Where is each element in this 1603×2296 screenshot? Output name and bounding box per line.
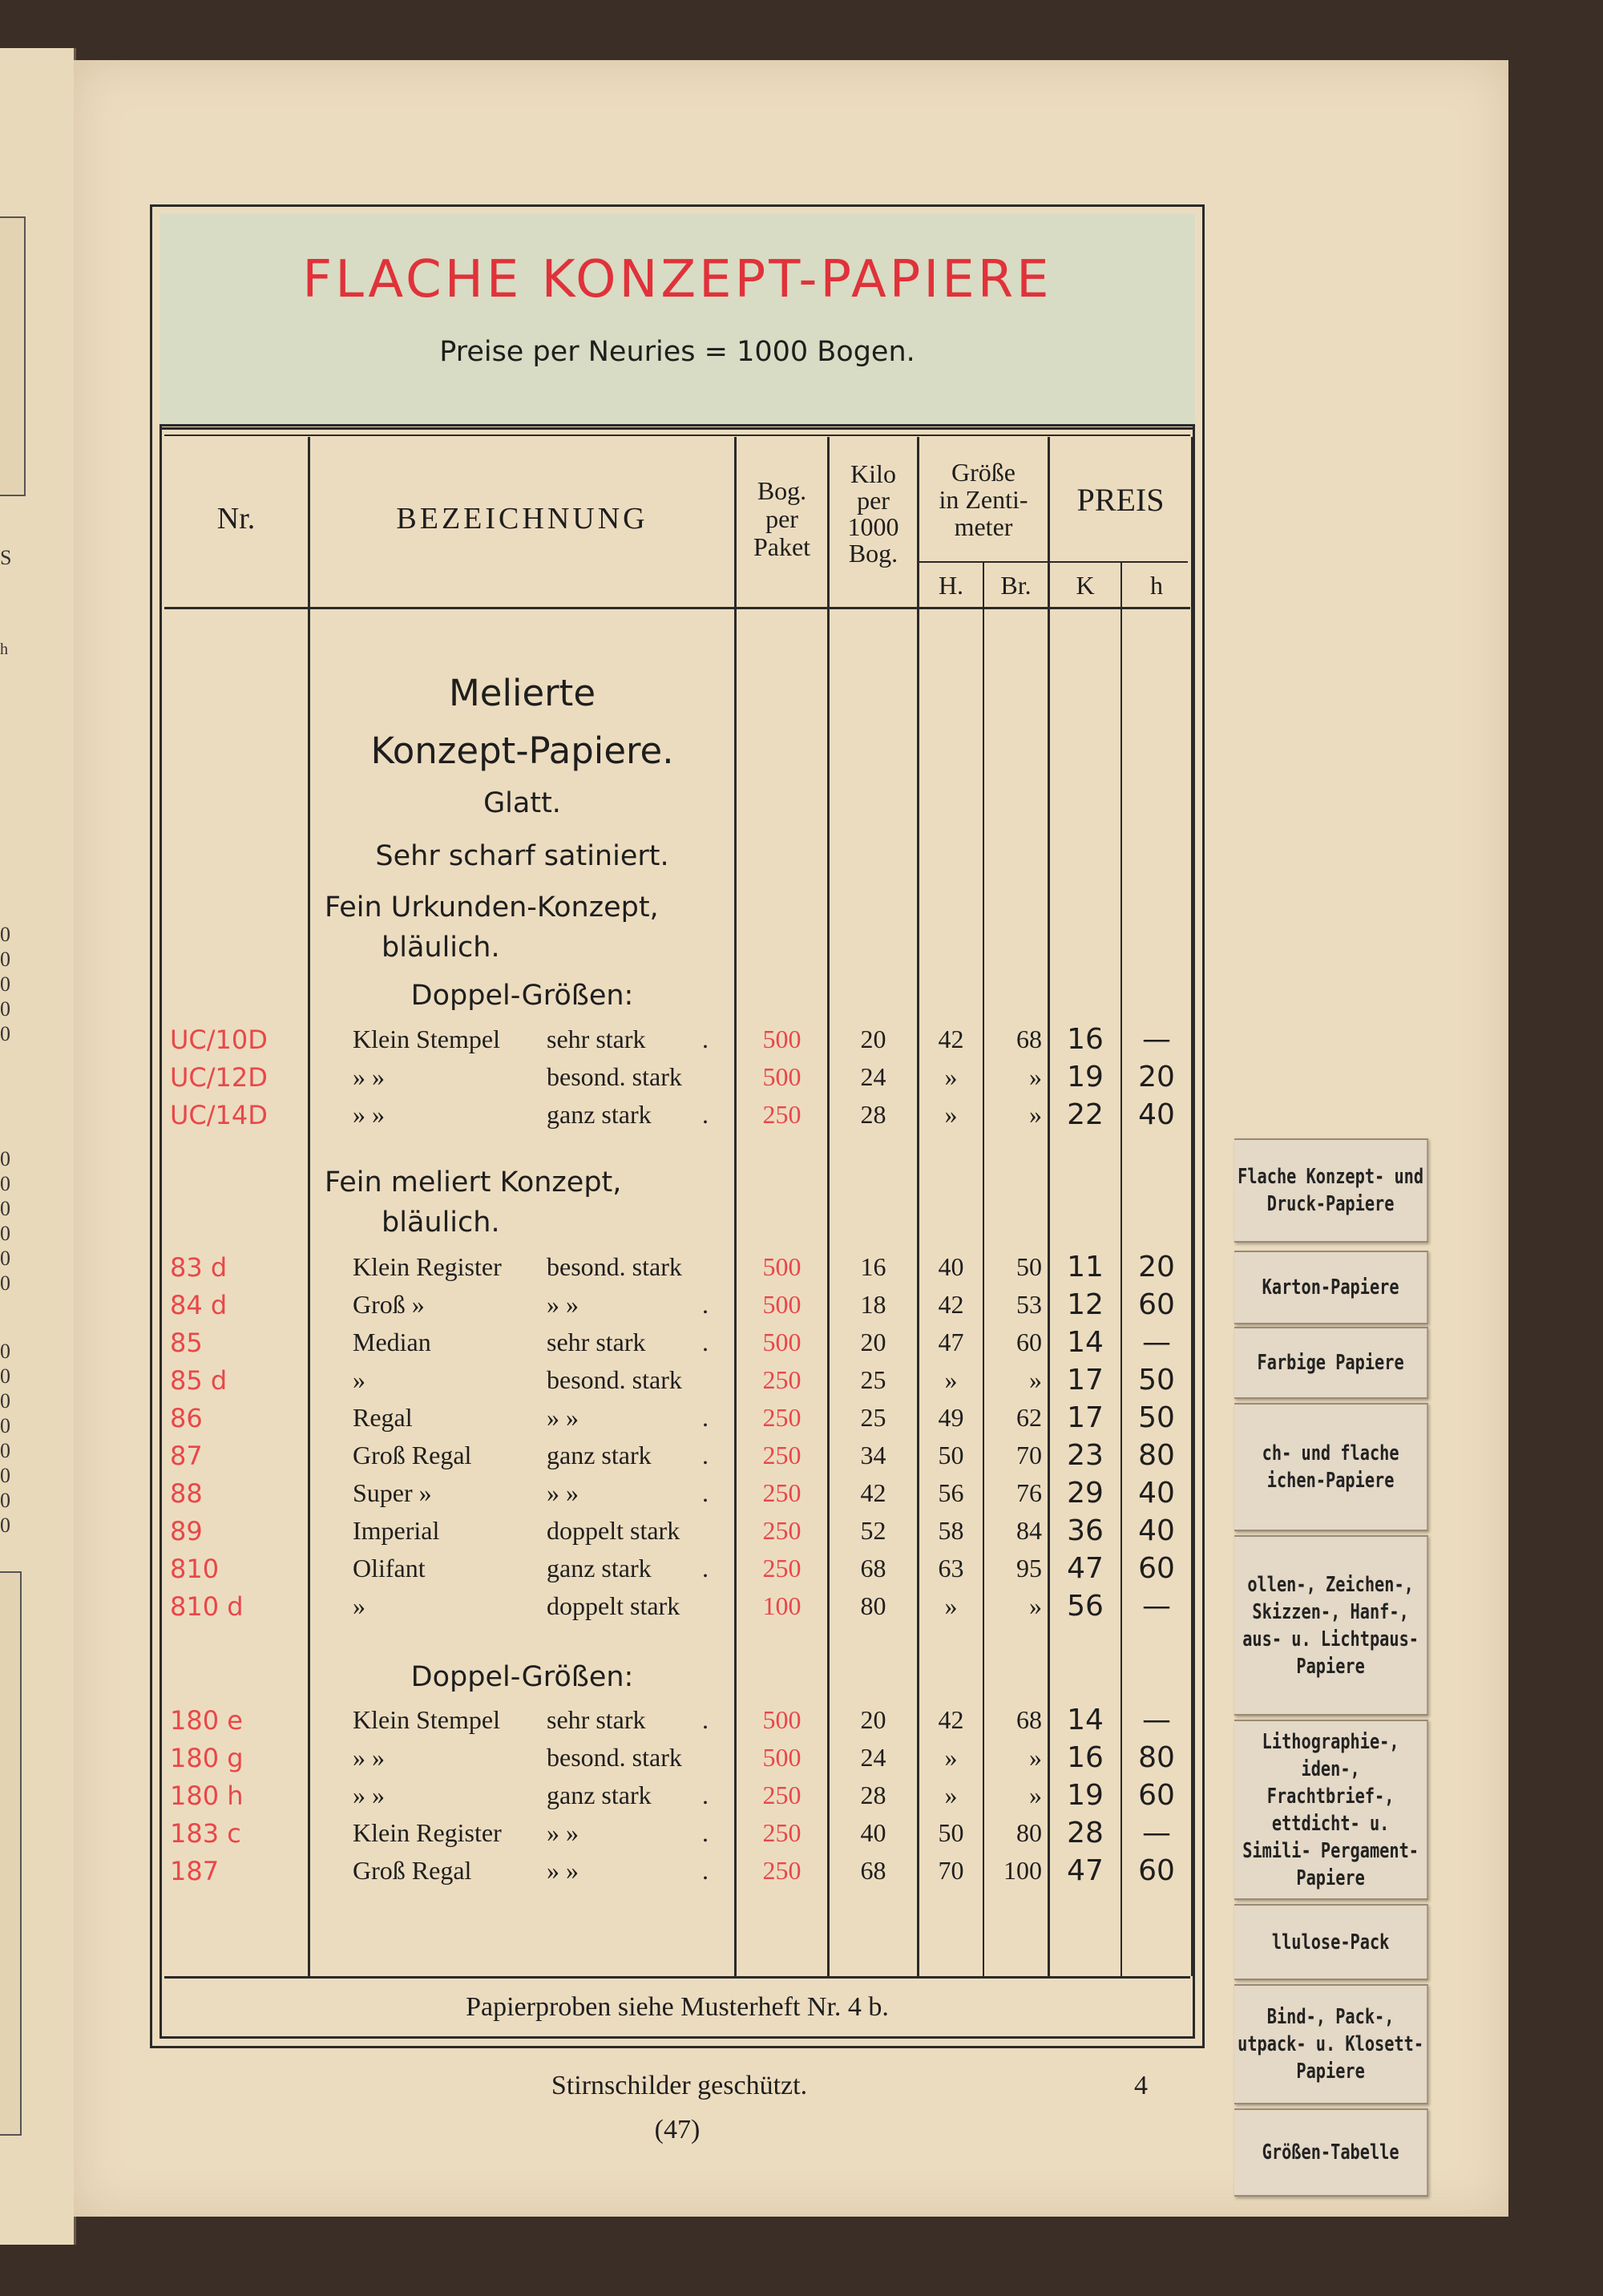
- height-cm: »: [944, 1365, 958, 1394]
- sheets-per-packet: 500: [762, 1062, 802, 1091]
- leader-dot: .: [702, 1100, 709, 1129]
- index-tab[interactable]: [1234, 1720, 1428, 1900]
- leader-dot: .: [702, 1705, 709, 1734]
- kilo-per-1000: 25: [860, 1365, 886, 1394]
- left-page-digit: 0: [0, 972, 10, 996]
- width-cm: 76: [1016, 1478, 1042, 1507]
- bog-header-line: Paket: [753, 532, 811, 561]
- page-number: (47): [654, 2115, 701, 2144]
- groesse-header-line: in Zenti-: [939, 485, 1028, 514]
- sheets-per-packet: 100: [762, 1591, 802, 1620]
- left-page-digit: 0: [0, 1271, 10, 1295]
- left-page-digit: 0: [0, 923, 10, 946]
- article-number: 86: [170, 1403, 203, 1433]
- width-cm: 100: [1003, 1856, 1042, 1885]
- height-cm: 49: [938, 1403, 964, 1432]
- kilo-per-1000: 28: [860, 1781, 886, 1809]
- price-kronen: 22: [1067, 1098, 1104, 1131]
- article-number: UC/10D: [170, 1025, 268, 1055]
- width-cm: »: [1029, 1100, 1042, 1129]
- price-heller: —: [1142, 1704, 1171, 1736]
- article-number: 180 e: [170, 1705, 243, 1736]
- sheets-per-packet: 250: [762, 1403, 802, 1432]
- title-banner: [159, 214, 1195, 426]
- kilo-header-line: Kilo: [850, 459, 896, 488]
- paper-size-name: Klein Register: [353, 1818, 502, 1847]
- paper-size-name: Median: [353, 1328, 431, 1356]
- page-subtitle: Preise per Neuries = 1000 Bogen.: [439, 336, 915, 368]
- bog-header-line: per: [765, 504, 798, 533]
- left-page-digit: 0: [0, 1197, 10, 1220]
- height-cm: »: [944, 1743, 958, 1772]
- paper-strength: doppelt stark: [547, 1591, 680, 1620]
- left-page-digit: 0: [0, 1340, 10, 1363]
- header-bottom-rule: [164, 607, 1190, 609]
- left-page-digit: 0: [0, 1464, 10, 1487]
- group-heading: bläulich.: [382, 932, 500, 964]
- leader-dot: .: [702, 1818, 709, 1847]
- index-tab-label: Größen-Tabelle: [1262, 2140, 1399, 2165]
- sheets-per-packet: 500: [762, 1743, 802, 1772]
- column-header-bog-per-paket: [737, 477, 827, 561]
- price-kronen: 14: [1067, 1326, 1104, 1359]
- width-cm: 80: [1016, 1818, 1042, 1847]
- height-cm: 70: [938, 1856, 964, 1885]
- column-rule: [1191, 437, 1193, 1976]
- group-subheading: Doppel-Größen:: [410, 1661, 634, 1693]
- groesse-header-line: Größe: [951, 458, 1016, 487]
- paper-strength: » »: [547, 1478, 579, 1507]
- article-number: 85: [170, 1328, 203, 1358]
- paper-size-name: Klein Register: [353, 1252, 502, 1281]
- paper-strength: » »: [547, 1403, 579, 1432]
- paper-size-name: » »: [353, 1062, 385, 1091]
- left-page-frame-top: [0, 216, 26, 496]
- price-heller: 40: [1138, 1477, 1175, 1510]
- sheets-per-packet: 500: [762, 1252, 802, 1281]
- paper-size-name: »: [353, 1591, 365, 1620]
- bog-header-line: Bog.: [757, 476, 807, 505]
- leader-dot: .: [702, 1025, 709, 1053]
- page-title: FLACHE KONZEPT-PAPIERE: [302, 250, 1052, 309]
- left-page-letter: h: [0, 641, 8, 658]
- left-page-digit: 0: [0, 1489, 10, 1512]
- column-header-nr: Nr.: [216, 502, 256, 536]
- paper-size-name: » »: [353, 1743, 385, 1772]
- left-page-digit: 0: [0, 1514, 10, 1537]
- index-tab-label: Flache Konzept- und Druck-Papiere: [1238, 1165, 1424, 1216]
- width-cm: 68: [1016, 1705, 1042, 1734]
- price-kronen: 16: [1067, 1023, 1104, 1056]
- kilo-per-1000: 68: [860, 1856, 886, 1885]
- height-cm: 42: [938, 1290, 964, 1319]
- sheets-per-packet: 250: [762, 1441, 802, 1469]
- width-cm: 95: [1016, 1554, 1042, 1583]
- leader-dot: .: [702, 1403, 709, 1432]
- leader-dot: .: [702, 1328, 709, 1356]
- kilo-per-1000: 16: [860, 1252, 886, 1281]
- sheets-per-packet: 250: [762, 1554, 802, 1583]
- kilo-per-1000: 28: [860, 1100, 886, 1129]
- paper-strength: ganz stark: [547, 1441, 652, 1469]
- sheets-per-packet: 500: [762, 1025, 802, 1053]
- width-cm: 50: [1016, 1252, 1042, 1281]
- paper-size-name: Olifant: [353, 1554, 426, 1583]
- price-heller: —: [1142, 1590, 1171, 1623]
- article-number: 810: [170, 1554, 220, 1584]
- paper-strength: besond. stark: [547, 1743, 682, 1772]
- price-kronen: 29: [1067, 1477, 1104, 1510]
- left-page-letter: S: [0, 546, 12, 569]
- kilo-per-1000: 68: [860, 1554, 886, 1583]
- paper-strength: besond. stark: [547, 1252, 682, 1281]
- kilo-per-1000: 24: [860, 1062, 886, 1091]
- groesse-header-line: meter: [954, 512, 1013, 541]
- height-cm: »: [944, 1100, 958, 1129]
- leader-dot: .: [702, 1441, 709, 1469]
- index-tab[interactable]: [1234, 1535, 1428, 1716]
- column-header-preis: PREIS: [1076, 482, 1165, 518]
- price-kronen: 19: [1067, 1779, 1104, 1812]
- height-cm: »: [944, 1591, 958, 1620]
- subheader-rule: [919, 561, 1188, 563]
- price-heller: 50: [1138, 1401, 1175, 1434]
- samples-note: Papierproben siehe Musterheft Nr. 4 b.: [466, 1992, 889, 2022]
- leader-dot: .: [702, 1781, 709, 1809]
- height-cm: 42: [938, 1025, 964, 1053]
- sheets-per-packet: 250: [762, 1516, 802, 1545]
- paper-strength: besond. stark: [547, 1365, 682, 1394]
- section-title: Melierte: [448, 672, 596, 714]
- paper-size-name: » »: [353, 1781, 385, 1809]
- height-cm: 50: [938, 1818, 964, 1847]
- left-page-digit: 0: [0, 1414, 10, 1437]
- corner-number: 4: [1134, 2071, 1148, 2100]
- paper-size-name: Imperial: [353, 1516, 440, 1545]
- column-rule: [308, 437, 310, 1976]
- kilo-per-1000: 42: [860, 1478, 886, 1507]
- height-cm: 40: [938, 1252, 964, 1281]
- paper-strength: sehr stark: [547, 1328, 646, 1356]
- group-heading: bläulich.: [382, 1207, 500, 1239]
- index-tab-label: Farbige Papiere: [1257, 1351, 1404, 1375]
- sheets-per-packet: 250: [762, 1478, 802, 1507]
- kilo-per-1000: 24: [860, 1743, 886, 1772]
- height-cm: »: [944, 1781, 958, 1809]
- paper-strength: ganz stark: [547, 1554, 652, 1583]
- left-page-digit: 0: [0, 948, 10, 971]
- paper-strength: » »: [547, 1290, 579, 1319]
- height-cm: »: [944, 1062, 958, 1091]
- section-subtitle: Glatt.: [483, 787, 561, 819]
- left-page-digit: 0: [0, 1172, 10, 1195]
- price-heller: 20: [1138, 1251, 1175, 1283]
- rule: [164, 435, 1190, 436]
- price-kronen: 19: [1067, 1061, 1104, 1093]
- left-facing-page: [0, 48, 76, 2245]
- column-header-bezeichnung: BEZEICHNUNG: [396, 502, 648, 536]
- price-kronen: 47: [1067, 1552, 1104, 1585]
- left-page-digit: 0: [0, 1389, 10, 1413]
- kilo-per-1000: 20: [860, 1705, 886, 1734]
- index-tab-label: ollen-, Zeichen-, Skizzen-, Hanf-, aus- u. Lichtpaus- Papiere: [1242, 1572, 1419, 1679]
- leader-dot: .: [702, 1478, 709, 1507]
- column-header-h: H.: [938, 571, 964, 600]
- price-kronen: 17: [1067, 1401, 1104, 1434]
- leader-dot: .: [702, 1554, 709, 1583]
- price-heller: 80: [1138, 1741, 1175, 1774]
- width-cm: 62: [1016, 1403, 1042, 1432]
- width-cm: 53: [1016, 1290, 1042, 1319]
- kilo-per-1000: 80: [860, 1591, 886, 1620]
- leader-dot: .: [702, 1290, 709, 1319]
- left-page-digit: 0: [0, 1222, 10, 1245]
- paper-strength: » »: [547, 1856, 579, 1885]
- protected-note: Stirnschilder geschützt.: [551, 2071, 808, 2100]
- price-heller: 60: [1138, 1288, 1175, 1321]
- price-heller: 60: [1138, 1552, 1175, 1585]
- section-subtitle: Sehr scharf satiniert.: [375, 840, 669, 872]
- group-heading: Fein meliert Konzept,: [325, 1166, 622, 1199]
- kilo-header-line: per: [857, 486, 890, 515]
- kilo-header-line: 1000: [847, 512, 899, 541]
- kilo-per-1000: 18: [860, 1290, 886, 1319]
- left-page-digit: 0: [0, 1364, 10, 1388]
- price-heller: 20: [1138, 1061, 1175, 1093]
- index-tab[interactable]: [1234, 1327, 1428, 1399]
- index-tab-label: Lithographie-, iden-, Frachtbrief-, ettdicht- u. Simili- Pergament-Papiere: [1242, 1729, 1419, 1890]
- price-heller: 80: [1138, 1439, 1175, 1472]
- paper-strength: » »: [547, 1818, 579, 1847]
- width-cm: »: [1029, 1062, 1042, 1091]
- width-cm: »: [1029, 1591, 1042, 1620]
- index-tab[interactable]: [1234, 1403, 1428, 1531]
- group-heading: Fein Urkunden-Konzept,: [325, 891, 659, 924]
- group-subheading: Doppel-Größen:: [410, 980, 634, 1012]
- index-tab[interactable]: [1234, 1904, 1428, 1980]
- price-heller: 60: [1138, 1854, 1175, 1887]
- index-tab-label: llulose-Pack: [1271, 1930, 1390, 1954]
- index-tab-label: Bind-, Pack-, utpack- u. Klosett- Papiere: [1238, 2005, 1424, 2084]
- width-cm: »: [1029, 1743, 1042, 1772]
- index-tab-label: ch- und flache ichen-Papiere: [1262, 1441, 1399, 1493]
- column-header-br: Br.: [1000, 571, 1032, 600]
- sheets-per-packet: 250: [762, 1365, 802, 1394]
- article-number: 87: [170, 1441, 203, 1471]
- price-heller: 40: [1138, 1098, 1175, 1131]
- kilo-per-1000: 34: [860, 1441, 886, 1469]
- price-heller: —: [1142, 1326, 1171, 1359]
- price-kronen: 14: [1067, 1704, 1104, 1736]
- article-number: 88: [170, 1478, 203, 1509]
- paper-size-name: Klein Stempel: [353, 1025, 500, 1053]
- paper-size-name: Groß Regal: [353, 1856, 472, 1885]
- left-page-numbers: [0, 1146, 10, 1296]
- paper-strength: doppelt stark: [547, 1516, 680, 1545]
- price-kronen: 17: [1067, 1364, 1104, 1397]
- left-page-digit: 0: [0, 997, 10, 1021]
- height-cm: 47: [938, 1328, 964, 1356]
- paper-size-name: »: [353, 1365, 365, 1394]
- paper-strength: sehr stark: [547, 1025, 646, 1053]
- article-number: 180 h: [170, 1781, 244, 1811]
- height-cm: 42: [938, 1705, 964, 1734]
- table-bottom-rule: [164, 1976, 1190, 1979]
- leader-dot: .: [702, 1856, 709, 1885]
- price-kronen: 16: [1067, 1741, 1104, 1774]
- article-number: 180 g: [170, 1743, 244, 1773]
- index-tab[interactable]: [1234, 2108, 1428, 2197]
- width-cm: 68: [1016, 1025, 1042, 1053]
- article-number: 83 d: [170, 1252, 228, 1283]
- column-header-k: K: [1076, 571, 1095, 600]
- price-heller: —: [1142, 1023, 1171, 1056]
- price-heller: 40: [1138, 1514, 1175, 1547]
- index-tab-label: Karton-Papiere: [1262, 1275, 1399, 1300]
- width-cm: »: [1029, 1365, 1042, 1394]
- height-cm: 63: [938, 1554, 964, 1583]
- left-page-numbers: [0, 1339, 10, 1538]
- kilo-per-1000: 20: [860, 1328, 886, 1356]
- article-number: 89: [170, 1516, 203, 1546]
- price-kronen: 23: [1067, 1439, 1104, 1472]
- paper-strength: ganz stark: [547, 1100, 652, 1129]
- price-heller: 60: [1138, 1779, 1175, 1812]
- section-title: Konzept-Papiere.: [370, 730, 674, 772]
- column-header-kilo: [830, 461, 917, 567]
- article-number: 183 c: [170, 1818, 241, 1849]
- kilo-per-1000: 20: [860, 1025, 886, 1053]
- left-page-frame-bottom: [0, 1571, 22, 2136]
- height-cm: 58: [938, 1516, 964, 1545]
- sheets-per-packet: 500: [762, 1290, 802, 1319]
- price-kronen: 12: [1067, 1288, 1104, 1321]
- kilo-header-line: Bog.: [848, 539, 898, 568]
- left-page-digit: 0: [0, 1147, 10, 1170]
- price-kronen: 56: [1067, 1590, 1104, 1623]
- kilo-per-1000: 40: [860, 1818, 886, 1847]
- paper-size-name: Groß »: [353, 1290, 425, 1319]
- paper-strength: ganz stark: [547, 1781, 652, 1809]
- price-kronen: 28: [1067, 1817, 1104, 1849]
- article-number: UC/12D: [170, 1062, 268, 1093]
- sheets-per-packet: 500: [762, 1705, 802, 1734]
- column-header-heller: h: [1150, 571, 1163, 600]
- height-cm: 50: [938, 1441, 964, 1469]
- price-kronen: 47: [1067, 1854, 1104, 1887]
- article-number: UC/14D: [170, 1100, 268, 1130]
- paper-size-name: Super »: [353, 1478, 432, 1507]
- index-tab[interactable]: [1234, 1138, 1428, 1243]
- price-kronen: 11: [1067, 1251, 1104, 1283]
- article-number: 85 d: [170, 1365, 228, 1396]
- price-heller: —: [1142, 1817, 1171, 1849]
- sheets-per-packet: 250: [762, 1818, 802, 1847]
- paper-strength: besond. stark: [547, 1062, 682, 1091]
- width-cm: 70: [1016, 1441, 1042, 1469]
- rule: [159, 427, 1195, 430]
- paper-strength: sehr stark: [547, 1705, 646, 1734]
- article-number: 810 d: [170, 1591, 244, 1622]
- sheets-per-packet: 250: [762, 1781, 802, 1809]
- index-tab[interactable]: [1234, 1251, 1428, 1324]
- price-heller: 50: [1138, 1364, 1175, 1397]
- width-cm: 84: [1016, 1516, 1042, 1545]
- left-page-digit: 0: [0, 1439, 10, 1462]
- sheets-per-packet: 500: [762, 1328, 802, 1356]
- width-cm: 60: [1016, 1328, 1042, 1356]
- price-kronen: 36: [1067, 1514, 1104, 1547]
- left-page-digit: 0: [0, 1247, 10, 1270]
- paper-size-name: Klein Stempel: [353, 1705, 500, 1734]
- article-number: 187: [170, 1856, 220, 1886]
- width-cm: »: [1029, 1781, 1042, 1809]
- left-page-numbers: [0, 922, 10, 1046]
- height-cm: 56: [938, 1478, 964, 1507]
- index-tab[interactable]: [1234, 1984, 1428, 2104]
- paper-size-name: Regal: [353, 1403, 413, 1432]
- kilo-per-1000: 52: [860, 1516, 886, 1545]
- paper-size-name: » »: [353, 1100, 385, 1129]
- sheets-per-packet: 250: [762, 1856, 802, 1885]
- left-page-digit: 0: [0, 1022, 10, 1045]
- paper-size-name: Groß Regal: [353, 1441, 472, 1469]
- column-header-groesse: [919, 459, 1048, 540]
- article-number: 84 d: [170, 1290, 228, 1320]
- sheets-per-packet: 250: [762, 1100, 802, 1129]
- kilo-per-1000: 25: [860, 1403, 886, 1432]
